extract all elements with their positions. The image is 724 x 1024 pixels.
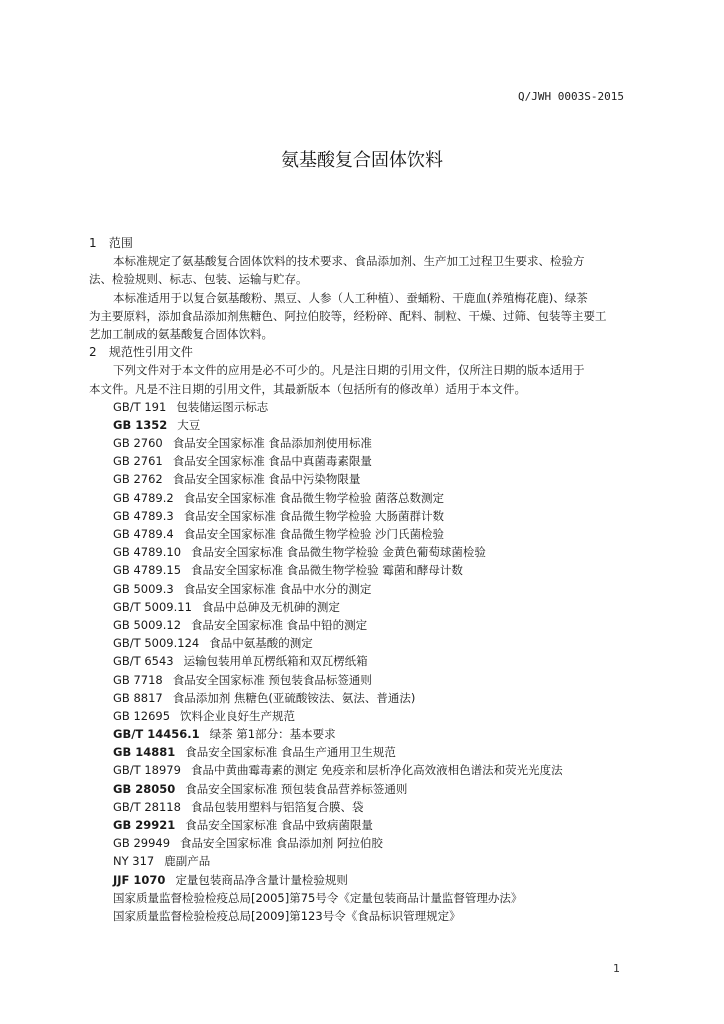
- reference-code: GB 28050: [113, 781, 176, 796]
- reference-title: 定量包装商品净含量计量检验规则: [175, 872, 348, 887]
- section-2-heading: [89, 343, 637, 361]
- reference-item: [89, 598, 637, 616]
- reference-code: NY 317: [113, 854, 155, 869]
- reference-title: 食品安全国家标准 食品生产通用卫生规范: [185, 745, 396, 760]
- reference-code: GB 7718: [113, 672, 163, 687]
- reference-item: [89, 580, 637, 598]
- reference-item: [89, 416, 637, 434]
- reference-title: 包装储运图示标志: [176, 399, 269, 414]
- paragraph-line: 艺加工制成的氨基酸复合固体饮料。: [89, 326, 273, 341]
- standard-code: Q/JWH 0003S-2015: [518, 90, 624, 103]
- decree-line: 国家质量监督检验检疫总局[2009]第123号令《食品标识管理规定》: [113, 908, 461, 923]
- reference-code: GB 5009.12: [113, 617, 182, 632]
- reference-code: GB/T 28118: [113, 799, 181, 814]
- paragraph-line: 本文件。凡是不注日期的引用文件，其最新版本（包括所有的修改单）适用于本文件。: [89, 381, 526, 396]
- reference-title: 饮料企业良好生产规范: [180, 708, 296, 723]
- reference-item: [89, 470, 637, 488]
- document-body: [89, 234, 637, 925]
- reference-title: 食品安全国家标准 食品中污染物限量: [172, 472, 361, 487]
- reference-title: 食品安全国家标准 食品微生物学检验 大肠菌群计数: [183, 508, 445, 523]
- section-title: 范围: [108, 236, 133, 250]
- reference-item: [89, 525, 637, 543]
- reference-code: GB/T 14456.1: [113, 727, 200, 742]
- reference-code: GB 4789.4: [113, 527, 174, 541]
- reference-item: [89, 780, 637, 798]
- reference-code: GB 14881: [113, 745, 176, 760]
- reference-title: 食品中黄曲霉毒素的测定 免疫亲和层析净化高效液相色谱法和荧光光度法: [190, 763, 563, 778]
- reference-title: 运输包装用单瓦楞纸箱和双瓦楞纸箱: [183, 654, 368, 669]
- reference-title: 食品安全国家标准 食品添加剂 阿拉伯胶: [180, 836, 383, 851]
- reference-title: 食品安全国家标准 食品中铅的测定: [191, 617, 368, 632]
- reference-title: 食品安全国家标准 食品中水分的测定: [183, 581, 372, 596]
- reference-item: [89, 798, 637, 816]
- reference-title: 食品中总砷及无机砷的测定: [201, 599, 340, 614]
- reference-code: GB 29921: [113, 818, 176, 832]
- section-number: 2: [89, 345, 97, 360]
- reference-code: GB/T 18979: [113, 763, 181, 778]
- reference-item: [89, 543, 637, 561]
- reference-code: JJF 1070: [113, 872, 166, 887]
- reference-code: GB 4789.3: [113, 508, 174, 523]
- reference-item: [89, 507, 637, 525]
- reference-item: [89, 434, 637, 452]
- paragraph-line: 下列文件对于本文件的应用是必不可少的。凡是注日期的引用文件，仅所注日期的版本适用于: [113, 363, 585, 378]
- reference-title: 食品安全国家标准 预包装食品营养标签通则: [185, 781, 408, 796]
- reference-code: GB 4789.15: [113, 563, 182, 578]
- reference-item: [89, 689, 637, 707]
- reference-item: [89, 652, 637, 670]
- reference-item: [89, 871, 637, 889]
- reference-code: GB/T 5009.11: [113, 599, 192, 614]
- reference-code: GB 12695: [113, 708, 171, 723]
- reference-title: 食品添加剂 焦糖色(亚硫酸铵法、氨法、普通法): [172, 690, 416, 705]
- reference-code: GB 4789.10: [113, 545, 182, 560]
- reference-title: 食品包装用塑料与铝箔复合膜、袋: [190, 799, 364, 814]
- reference-item: [89, 852, 637, 870]
- reference-code: GB/T 5009.124: [113, 636, 200, 651]
- reference-code: GB 4789.2: [113, 490, 174, 505]
- reference-title: 食品安全国家标准 食品中致病菌限量: [185, 818, 373, 832]
- reference-title: 食品中氨基酸的测定: [209, 636, 313, 651]
- reference-item: [89, 616, 637, 634]
- decree-line: 国家质量监督检验检疫总局[2005]第75号令《定量包装商品计量监督管理办法》: [113, 890, 523, 905]
- paragraph-line: 为主要原料，添加食品添加剂焦糖色、阿拉伯胶等，经粉碎、配料、制粒、干燥、过筛、包装等主要工: [89, 308, 607, 323]
- reference-code: GB 2760: [113, 436, 163, 451]
- reference-title: 食品安全国家标准 食品微生物学检验 金黄色葡萄球菌检验: [191, 545, 486, 560]
- reference-item: [89, 743, 637, 761]
- reference-title: 食品安全国家标准 食品微生物学检验 沙门氏菌检验: [183, 527, 445, 541]
- reference-code: GB 29949: [113, 836, 171, 851]
- reference-title: 鹿副产品: [164, 854, 211, 869]
- reference-item: [89, 834, 637, 852]
- reference-item: [89, 561, 637, 579]
- reference-title: 食品安全国家标准 食品微生物学检验 菌落总数测定: [183, 490, 445, 505]
- reference-code: GB/T 6543: [113, 654, 174, 669]
- document-title: 氨基酸复合固体饮料: [281, 150, 443, 171]
- reference-item: [89, 707, 637, 725]
- reference-list: [89, 398, 637, 889]
- reference-code: GB 1352: [113, 417, 168, 432]
- section-1-heading: [89, 234, 637, 252]
- reference-code: GB 2762: [113, 472, 163, 487]
- section-number: 1: [89, 236, 97, 250]
- reference-item: [89, 398, 637, 416]
- paragraph-line: 本标准规定了氨基酸复合固体饮料的技术要求、食品添加剂、生产加工过程卫生要求、检验方: [113, 254, 585, 269]
- page-number: 1: [613, 962, 620, 975]
- reference-title: 食品安全国家标准 食品微生物学检验 霉菌和酵母计数: [191, 563, 463, 578]
- reference-item: [89, 671, 637, 689]
- reference-item: [89, 761, 637, 779]
- reference-item: [89, 816, 637, 834]
- reference-item: [89, 489, 637, 507]
- paragraph-line: 本标准适用于以复合氨基酸粉、黑豆、人参（人工种植）、蚕蛹粉、干鹿血(养殖梅花鹿)、绿茶: [113, 290, 588, 305]
- section-title: 规范性引用文件: [108, 345, 193, 360]
- reference-item: [89, 634, 637, 652]
- reference-title: 食品安全国家标准 预包装食品标签通则: [172, 672, 372, 687]
- reference-code: GB 5009.3: [113, 581, 174, 596]
- paragraph-line: 法、检验规则、标志、包装、运输与贮存。: [89, 272, 308, 287]
- reference-item: [89, 725, 637, 743]
- reference-item: [89, 452, 637, 470]
- reference-title: 食品安全国家标准 食品中真菌毒素限量: [172, 454, 372, 469]
- reference-code: GB/T 191: [113, 399, 167, 414]
- reference-code: GB 2761: [113, 454, 163, 469]
- reference-code: GB 8817: [113, 690, 163, 705]
- reference-title: 绿茶 第1部分：基本要求: [209, 727, 336, 742]
- reference-title: 食品安全国家标准 食品添加剂使用标准: [172, 436, 372, 451]
- reference-title: 大豆: [177, 417, 201, 432]
